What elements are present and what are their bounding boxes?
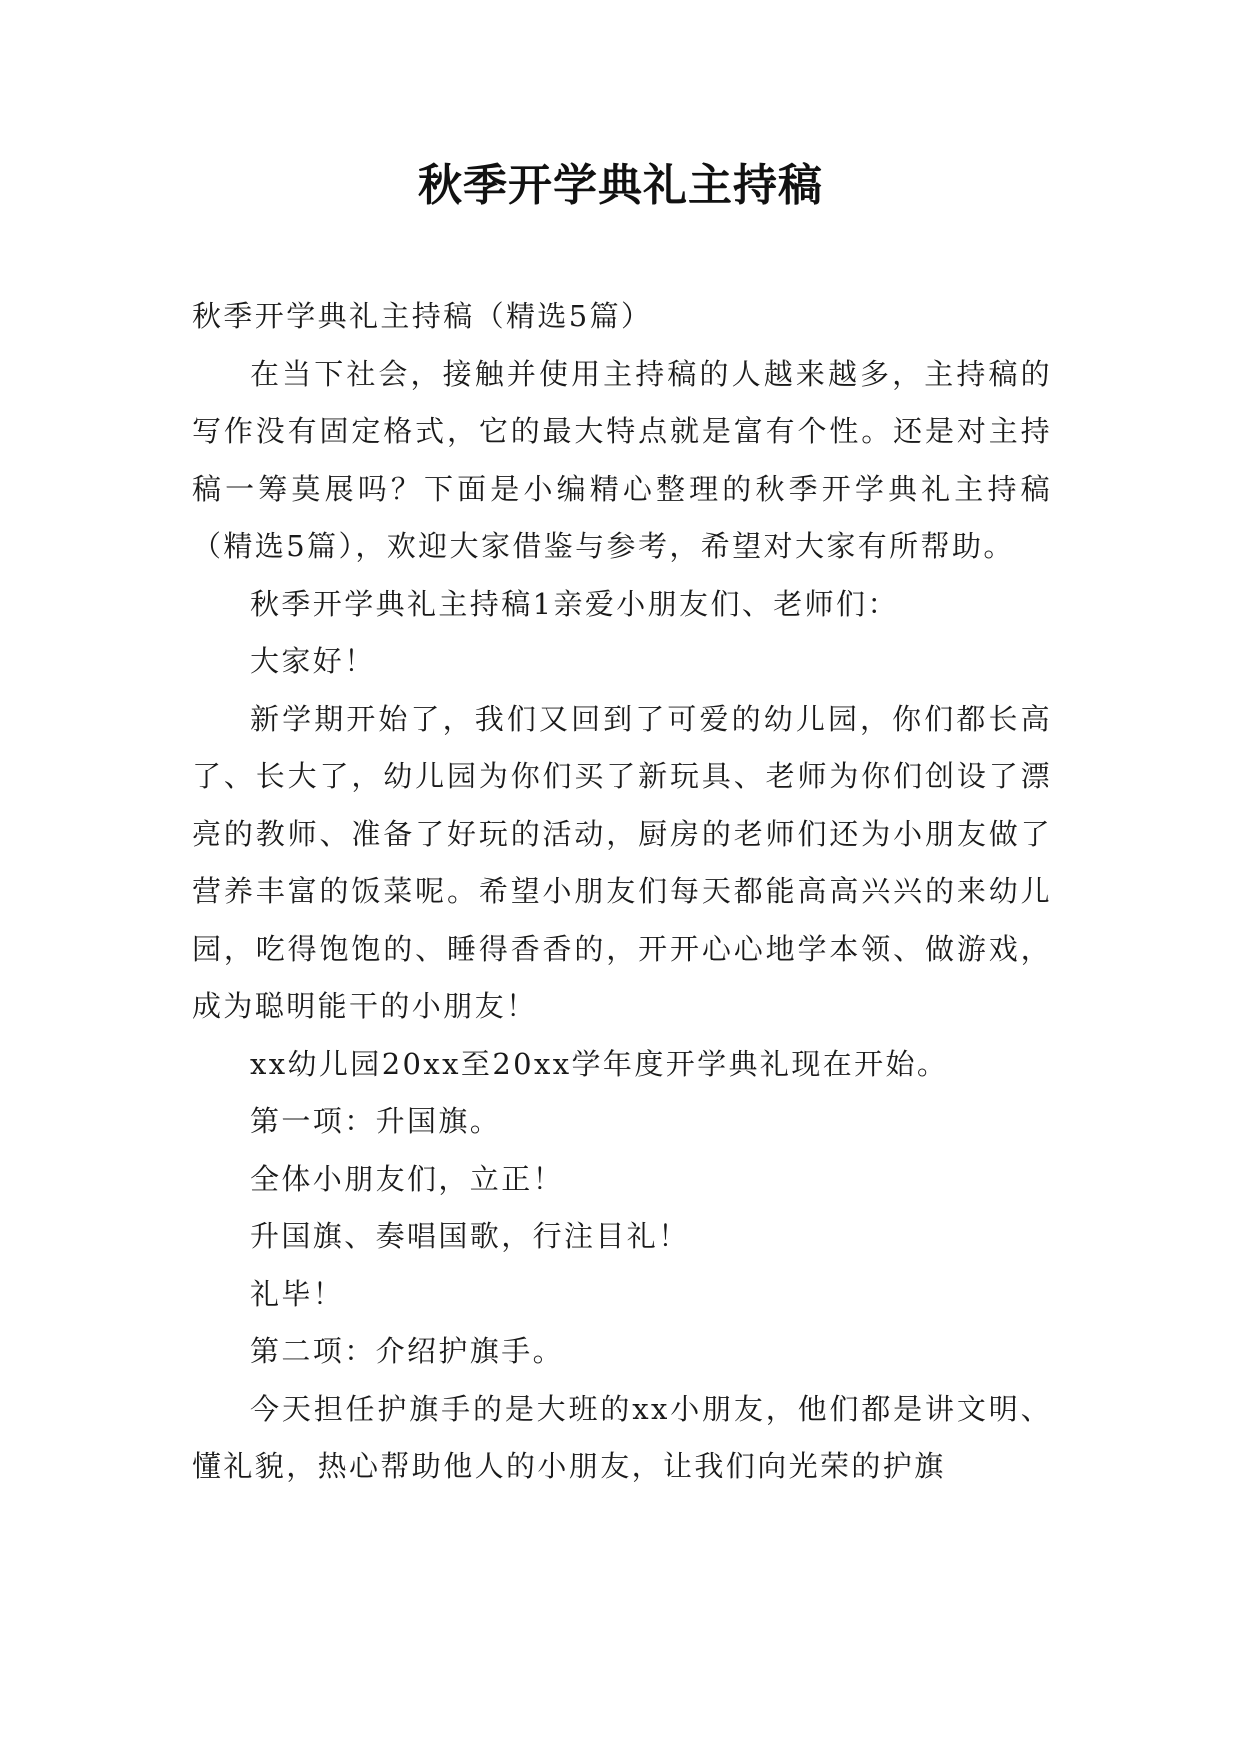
- paragraph-greeting: 秋季开学典礼主持稿1亲爱小朋友们、老师们：: [250, 586, 899, 621]
- paragraph-salute-end: 礼毕！: [250, 1276, 345, 1311]
- document-body: [192, 288, 1052, 1496]
- paragraph-subtitle: 秋季开学典礼主持稿（精选5篇）: [192, 299, 653, 333]
- paragraph-new-term: 新学期开始了，我们又回到了可爱的幼儿园，你们都长高了、长大了，幼儿园为你们买了新玩具、老师为你们创设了漂亮的教师、准备了好玩的活动，厨房的老师们还为小朋友做了营养丰富的饭菜呢。希望小朋友们每天都能高高兴兴的来幼儿园，吃得饱饱的、睡得香香的，开开心心地学本领、做游戏，成为聪明能干的小朋友！: [192, 701, 1052, 1023]
- paragraph-stand: 全体小朋友们，立正！: [250, 1161, 565, 1196]
- paragraph-item-two: 第二项：介绍护旗手。: [250, 1334, 565, 1368]
- paragraph-item-one: 第一项：升国旗。: [250, 1104, 502, 1138]
- document-title: 秋季开学典礼主持稿: [418, 160, 823, 211]
- paragraph-ceremony-start: xx幼儿园20xx至20xx学年度开学典礼现在开始。: [250, 1046, 949, 1081]
- paragraph-flag-guards: 今天担任护旗手的是大班的xx小朋友，他们都是讲文明、懂礼貌，热心帮助他人的小朋友，让我们向光荣的护旗: [192, 1391, 1052, 1483]
- paragraph-anthem: 升国旗、奏唱国歌，行注目礼！: [250, 1219, 690, 1253]
- paragraph-intro: 在当下社会，接触并使用主持稿的人越来越多，主持稿的写作没有固定格式，它的最大特点就是富有个性。还是对主持稿一筹莫展吗？下面是小编精心整理的秋季开学典礼主持稿（精选5篇），欢迎大家借鉴与参考，希望对大家有所帮助。: [192, 356, 1052, 563]
- paragraph-hello: 大家好！: [250, 644, 376, 678]
